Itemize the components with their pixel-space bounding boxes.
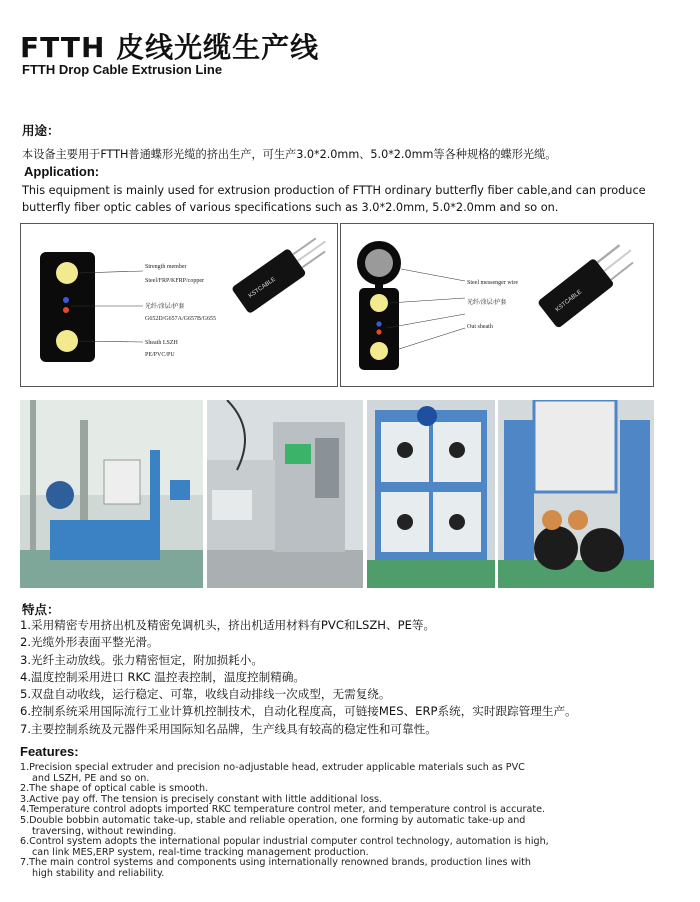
feature-line: 1.Precision special extruder and precision no-adjustable head, extruder applicable materials such as PVC (20, 762, 525, 773)
page-title: FTTH 皮线光缆生产线 (20, 31, 320, 64)
fiber-core-1 (63, 297, 69, 303)
strength-member-bottom (56, 330, 78, 352)
feature-item-en (20, 858, 680, 879)
feature-item-en (20, 816, 680, 837)
application-text-en: This equipment is mainly used for extrusion production of FTTH ordinary butterfly fiber cable,and can produce butterfly fiber optic cables of various specifications such as 3.0*2.0mm, 5.0*2.0mm and so on. (22, 184, 646, 214)
features-heading-cn: 特点： (22, 602, 60, 617)
feature-line-cont: high stability and reliability. (32, 867, 165, 879)
fiber-types-label: G652D/G657A/G657B/G655 (145, 316, 217, 322)
cable-structure-diagram-right (340, 223, 654, 387)
feature-line-cont: and LSZH, PE and so on. (32, 772, 150, 784)
feature-item-cn: 1.采用精密专用挤出机及精密免调机头，挤出机适用材料有PVC和LSZH、PE等。 (20, 618, 436, 632)
sheath-materials-label: PE/PVC/PU (145, 352, 175, 358)
feature-item-cn: 4.温度控制采用进口 RKC 温控表控制，温度控制精确。 (20, 669, 306, 684)
strength-member-top (56, 262, 78, 284)
features-list-cn (20, 617, 577, 738)
take-up-bobbin-photo (498, 400, 654, 588)
page-subtitle: FTTH Drop Cable Extrusion Line (22, 62, 223, 77)
feature-line: 2.The shape of optical cable is smooth. (20, 783, 209, 795)
cable-render-left (231, 228, 335, 314)
application-text-cn: 本设备主要用于FTTH普通蝶形光缆的挤出生产，可生产3.0*2.0mm、5.0*2.0mm等各种规格的蝶形光缆。 (22, 148, 557, 161)
feature-line: 4.Temperature control adopts imported RKC temperature control meter, and temperature control is accurate. (20, 804, 546, 816)
cable-brand-right: KSTCABLE (554, 289, 584, 314)
cable-render-right (537, 237, 641, 329)
strength-materials-label: Steel/FRP/KFRP/copper (145, 278, 205, 284)
feature-item-cn: 7.主要控制系统及元器件采用国际知名品牌，生产线具有较高的稳定性和可靠性。 (20, 721, 437, 736)
feature-item-cn: 2.光缆外形表面平整光滑。 (20, 635, 159, 650)
feature-item-cn: 6.控制系统采用国际流行工业计算机控制技术，自动化程度高，可链接MES、ERP系统，实时跟踪管理生产。 (20, 704, 577, 719)
feature-line: 3.Active pay off. The tension is precisely constant with little additional loss. (20, 793, 383, 805)
steel-messenger-label: Steel messenger wire (467, 280, 518, 286)
feature-line: 6.Control system adopts the international popular industrial computer control technology, automation is high, (20, 836, 549, 848)
feature-item-en (20, 763, 680, 784)
feature-item-cn: 3.光纤主动放线。张力精密恒定，附加损耗小。 (20, 652, 263, 667)
steel-messenger-wire (365, 249, 393, 277)
fiber-payoff-rack-photo (367, 400, 495, 588)
strength-member-top (370, 294, 388, 312)
feature-line: 5.Double bobbin automatic take-up, stable and reliable operation, one forming by automatic take-up and (20, 814, 526, 826)
fiber-core-1 (376, 321, 381, 326)
feature-line: 7.The main control systems and components using internationally renowned brands, production lines with (20, 857, 531, 869)
fiber-core-2 (63, 307, 69, 313)
fiber-label: 光纤/涂层/护套 (467, 300, 507, 306)
features-list-en (20, 763, 680, 880)
strength-member-label: Strength member (145, 264, 187, 270)
extruder-control-photo (207, 400, 363, 588)
cable-structure-diagram-left (20, 223, 338, 387)
feature-item-cn: 5.双盘自动收线，运行稳定、可靠，收线自动排线一次成型，无需复绕。 (20, 687, 391, 702)
fiber-core-2 (376, 329, 381, 334)
fiber-label: 光纤/涂层/护套 (145, 304, 185, 310)
feature-line-cont: traversing, without rewinding. (32, 825, 177, 837)
features-heading-en: Features: (20, 744, 79, 759)
pay-off-unit-photo (20, 400, 203, 588)
out-sheath-label: Out sheath (467, 324, 493, 330)
application-heading-cn: 用途： (22, 123, 60, 138)
sheath-label: Sheath LSZH (145, 340, 178, 346)
application-heading-en: Application: (24, 164, 100, 179)
feature-line-cont: can link MES,ERP system, real-time tracking management production. (32, 846, 369, 858)
strength-member-bottom (370, 342, 388, 360)
feature-item-en (20, 837, 680, 858)
cable-brand-left: KSTCABLE (247, 276, 277, 300)
